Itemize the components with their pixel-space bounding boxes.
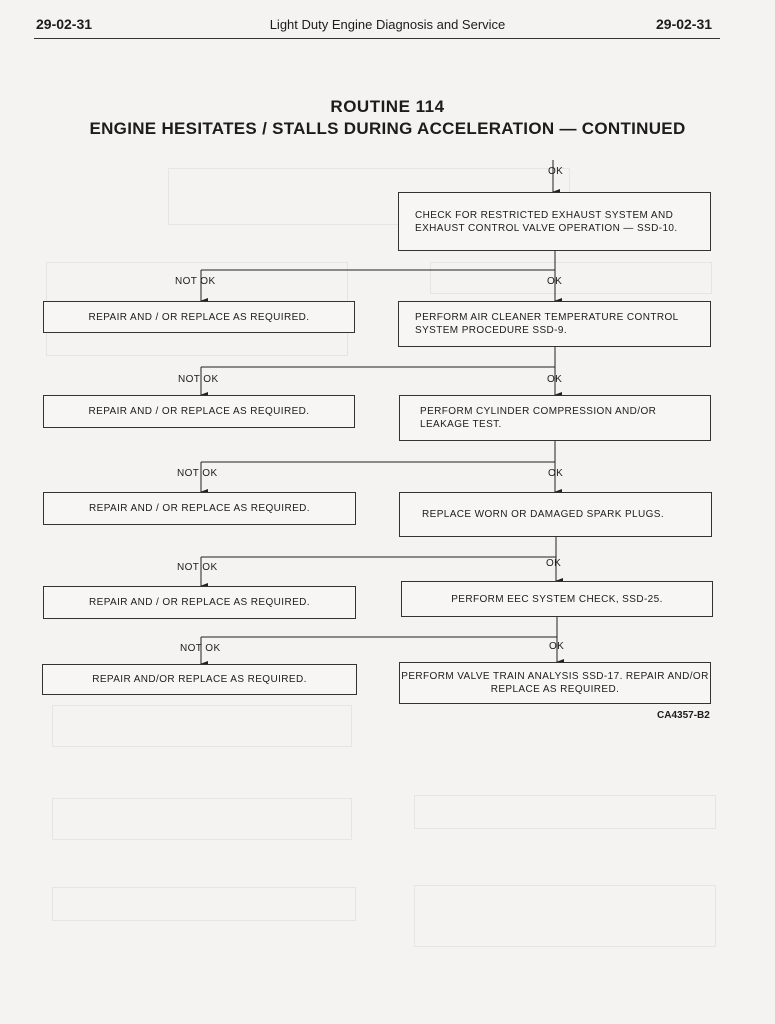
step-box-check-exhaust [398, 192, 711, 251]
repair-box-2 [43, 395, 355, 428]
not-ok-label-4: NOT OK [177, 562, 218, 573]
step-box-air-cleaner [398, 301, 711, 347]
not-ok-label-1: NOT OK [175, 276, 216, 287]
repair-text: REPAIR AND / OR REPLACE AS REQUIRED. [88, 311, 310, 323]
ok-label-5: OK [549, 641, 565, 652]
repair-text: REPAIR AND / OR REPLACE AS REQUIRED. [89, 597, 310, 608]
repair-box-4 [43, 586, 356, 619]
repair-box-5 [42, 664, 357, 695]
step-box-compression-test [399, 395, 711, 441]
page-number-right: 29-02-31 [656, 16, 713, 32]
step-text: REPLACE WORN OR DAMAGED SPARK PLUGS. [422, 509, 665, 520]
step-text: PERFORM EEC SYSTEM CHECK, SSD-25. [451, 593, 663, 605]
routine-title: ROUTINE 114 [330, 97, 445, 116]
ok-label-4: OK [546, 558, 562, 569]
step-text: CHECK FOR RESTRICTED EXHAUST SYSTEM AND EXHAUST CONTROL VALVE OPERATION — SSD-10. [415, 209, 678, 234]
not-ok-label-5: NOT OK [180, 643, 221, 654]
step-box-eec-check [401, 581, 713, 617]
step-box-valve-train [399, 662, 711, 704]
step-text: PERFORM VALVE TRAIN ANALYSIS SSD-17. REPAIR AND/OR REPLACE AS REQUIRED. [401, 671, 709, 695]
ok-label-top: OK [548, 166, 564, 177]
step-text: PERFORM CYLINDER COMPRESSION AND/OR LEAKAGE TEST. [420, 406, 657, 430]
not-ok-label-3: NOT OK [177, 468, 218, 479]
routine-subtitle: ENGINE HESITATES / STALLS DURING ACCELERATION — CONTINUED [89, 119, 686, 138]
page-number-left: 29-02-31 [36, 16, 93, 32]
repair-text: REPAIR AND/OR REPLACE AS REQUIRED. [92, 674, 307, 685]
ok-label-2: OK [547, 374, 563, 385]
running-header-title: Light Duty Engine Diagnosis and Service [269, 17, 506, 32]
ok-label-1: OK [547, 276, 563, 287]
ok-label-3: OK [548, 468, 564, 479]
figure-id: CA4357-B2 [657, 710, 710, 721]
repair-box-3 [43, 492, 356, 525]
repair-text: REPAIR AND / OR REPLACE AS REQUIRED. [88, 406, 310, 417]
step-text: PERFORM AIR CLEANER TEMPERATURE CONTROL SYSTEM PROCEDURE SSD-9. [415, 312, 679, 336]
repair-box-1 [43, 301, 355, 333]
not-ok-label-2: NOT OK [178, 374, 219, 385]
repair-text: REPAIR AND / OR REPLACE AS REQUIRED. [89, 503, 310, 514]
step-box-spark-plugs [399, 492, 712, 537]
